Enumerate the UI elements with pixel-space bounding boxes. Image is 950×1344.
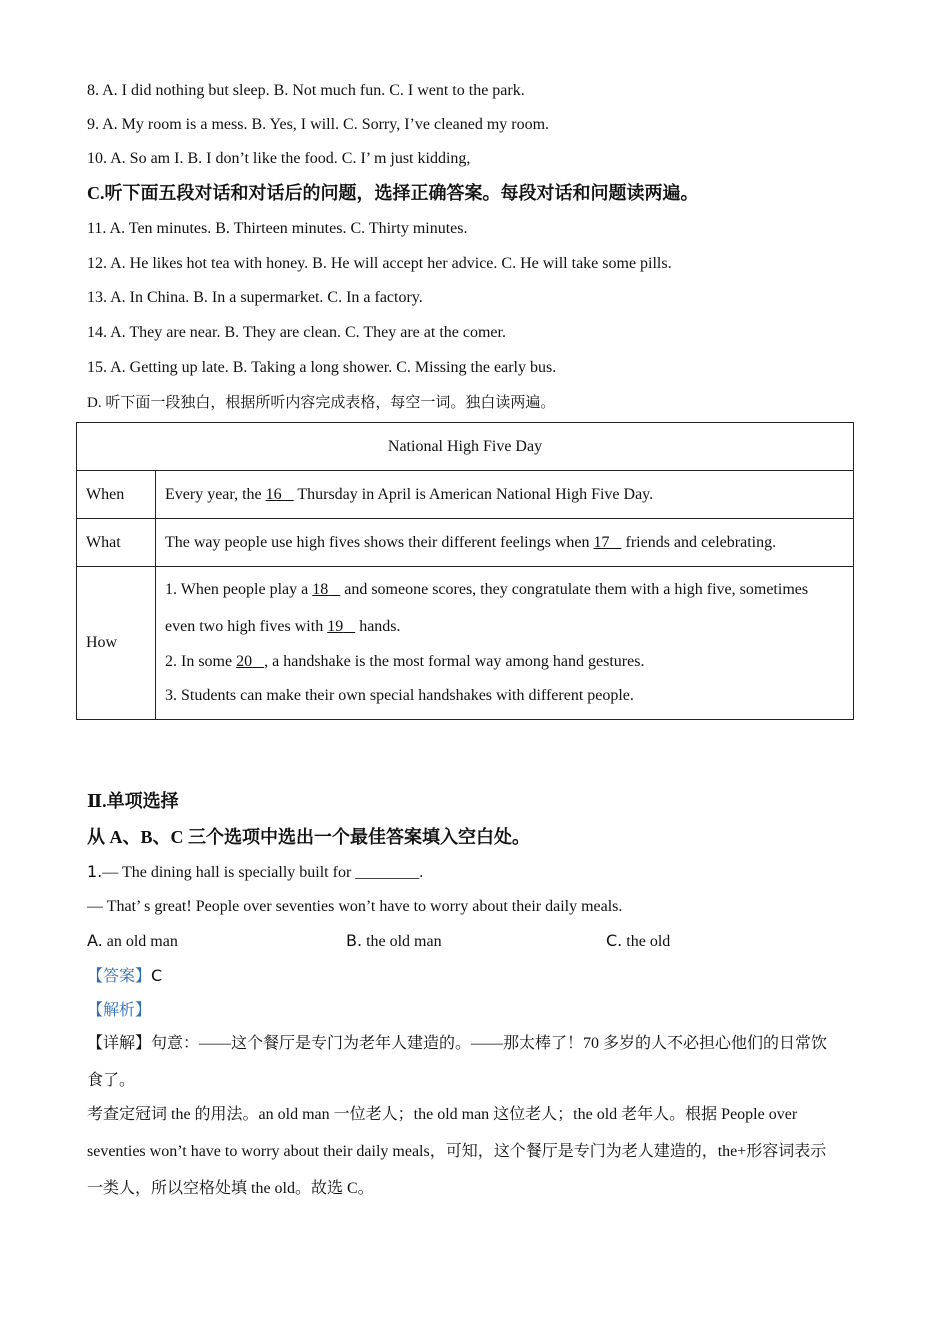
question-11: 11. A. Ten minutes. B. Thirteen minutes. C. Thirty minutes. (87, 220, 468, 237)
when-cell (156, 471, 854, 519)
blank-19-number: 19 (327, 618, 344, 635)
how-item-3: 3. Students can make their own special handshakes with different people. (165, 687, 634, 704)
option-a-letter: A. (87, 931, 103, 950)
question-1-reply: — That’ s great! People over seventies won’t have to worry about their daily meals. (87, 898, 623, 915)
when-label: When (77, 471, 156, 519)
what-text: The way people use high fives shows their different feelings when (165, 533, 594, 551)
option-a (87, 930, 178, 953)
option-c-letter: C. (606, 931, 623, 950)
option-c (606, 930, 670, 953)
how1-text-b: and someone scores, they congratulate them with a high five, sometimes (340, 581, 809, 598)
section-c-heading: C.听下面五段对话和对话后的问题，选择正确答案。每段对话和问题读两遍。 (87, 183, 699, 203)
option-b-letter: B. (346, 931, 363, 950)
question-1 (87, 861, 423, 884)
how2-text-b: , a handshake is the most formal way among hand gestures. (264, 653, 645, 670)
question-1-number: 1. (87, 862, 103, 881)
section-2-title: Ⅱ.单项选择 (87, 791, 179, 811)
how-item-1-cont (165, 608, 844, 645)
option-c-text: the old (626, 933, 671, 950)
blank-20 (236, 653, 264, 670)
blank-18 (312, 581, 340, 598)
when-text: Every year, the (165, 485, 266, 503)
blank-19 (327, 618, 355, 635)
what-label: What (77, 519, 156, 567)
section-2-instruction: 从 A、B、C 三个选项中选出一个最佳答案填入空白处。 (87, 827, 531, 847)
how1-text-c: even two high fives with (165, 618, 328, 635)
how-cell (156, 567, 854, 720)
detail-line-2: 食了。 (87, 1072, 136, 1089)
question-15: 15. A. Getting up late. B. Taking a long shower. C. Missing the early bus. (87, 359, 557, 376)
blank-17-number: 17 (593, 533, 610, 551)
detail-line-4: seventies won’t have to worry about their daily meals，可知，这个餐厅是专门为老人建造的，the+形容词表示 (87, 1143, 827, 1160)
when-text-end: Thursday in April is American National High Five Day. (293, 485, 654, 503)
question-8: 8. A. I did nothing but sleep. B. Not much fun. C. I went to the park. (87, 82, 525, 99)
high-five-table (76, 422, 854, 720)
table-title: National High Five Day (77, 423, 854, 471)
question-1-text: — The dining hall is specially built for ________. (102, 864, 424, 881)
how-item-2 (165, 645, 844, 679)
how1-text-a: 1. When people play a (165, 581, 313, 598)
answer-label: 【答案】 (87, 968, 152, 985)
blank-16 (266, 486, 294, 503)
how-item-1 (165, 571, 844, 608)
question-14: 14. A. They are near. B. They are clean. C. They are at the comer. (87, 324, 506, 341)
blank-18-number: 18 (312, 581, 329, 598)
detail-line-1: 【详解】句意：——这个餐厅是专门为老年人建造的。——那太棒了！70 多岁的人不必担心他们的日常饮 (87, 1035, 828, 1052)
question-9: 9. A. My room is a mess. B. Yes, I will. C. Sorry, I’ve cleaned my room. (87, 116, 550, 133)
blank-16-number: 16 (265, 485, 282, 503)
analysis-label: 【解析】 (87, 1002, 152, 1019)
question-12: 12. A. He likes hot tea with honey. B. He will accept her advice. C. He will take some pills. (87, 255, 672, 272)
answer-line (87, 965, 162, 988)
option-b (346, 930, 442, 953)
answer-value: C (151, 966, 163, 985)
how2-text-a: 2. In some (165, 653, 237, 670)
section-d-heading: D. 听下面一段独白，根据所听内容完成表格，每空一词。独白读两遍。 (87, 395, 556, 411)
option-b-text: the old man (366, 933, 442, 950)
what-cell (156, 519, 854, 567)
blank-20-number: 20 (236, 653, 253, 670)
what-text-end: friends and celebrating. (621, 533, 777, 551)
question-10: 10. A. So am I. B. I don’t like the food. C. I’ m just kidding, (87, 150, 471, 167)
how-label: How (77, 567, 156, 720)
question-13: 13. A. In China. B. In a supermarket. C. In a factory. (87, 289, 423, 306)
blank-17 (593, 534, 621, 551)
detail-line-5: 一类人，所以空格处填 the old。故选 C。 (87, 1180, 374, 1197)
option-a-text: an old man (106, 933, 178, 950)
how1-text-d: hands. (355, 618, 401, 635)
detail-line-3: 考查定冠词 the 的用法。an old man 一位老人；the old man 这位老人；the old 老年人。根据 People over (87, 1106, 798, 1123)
